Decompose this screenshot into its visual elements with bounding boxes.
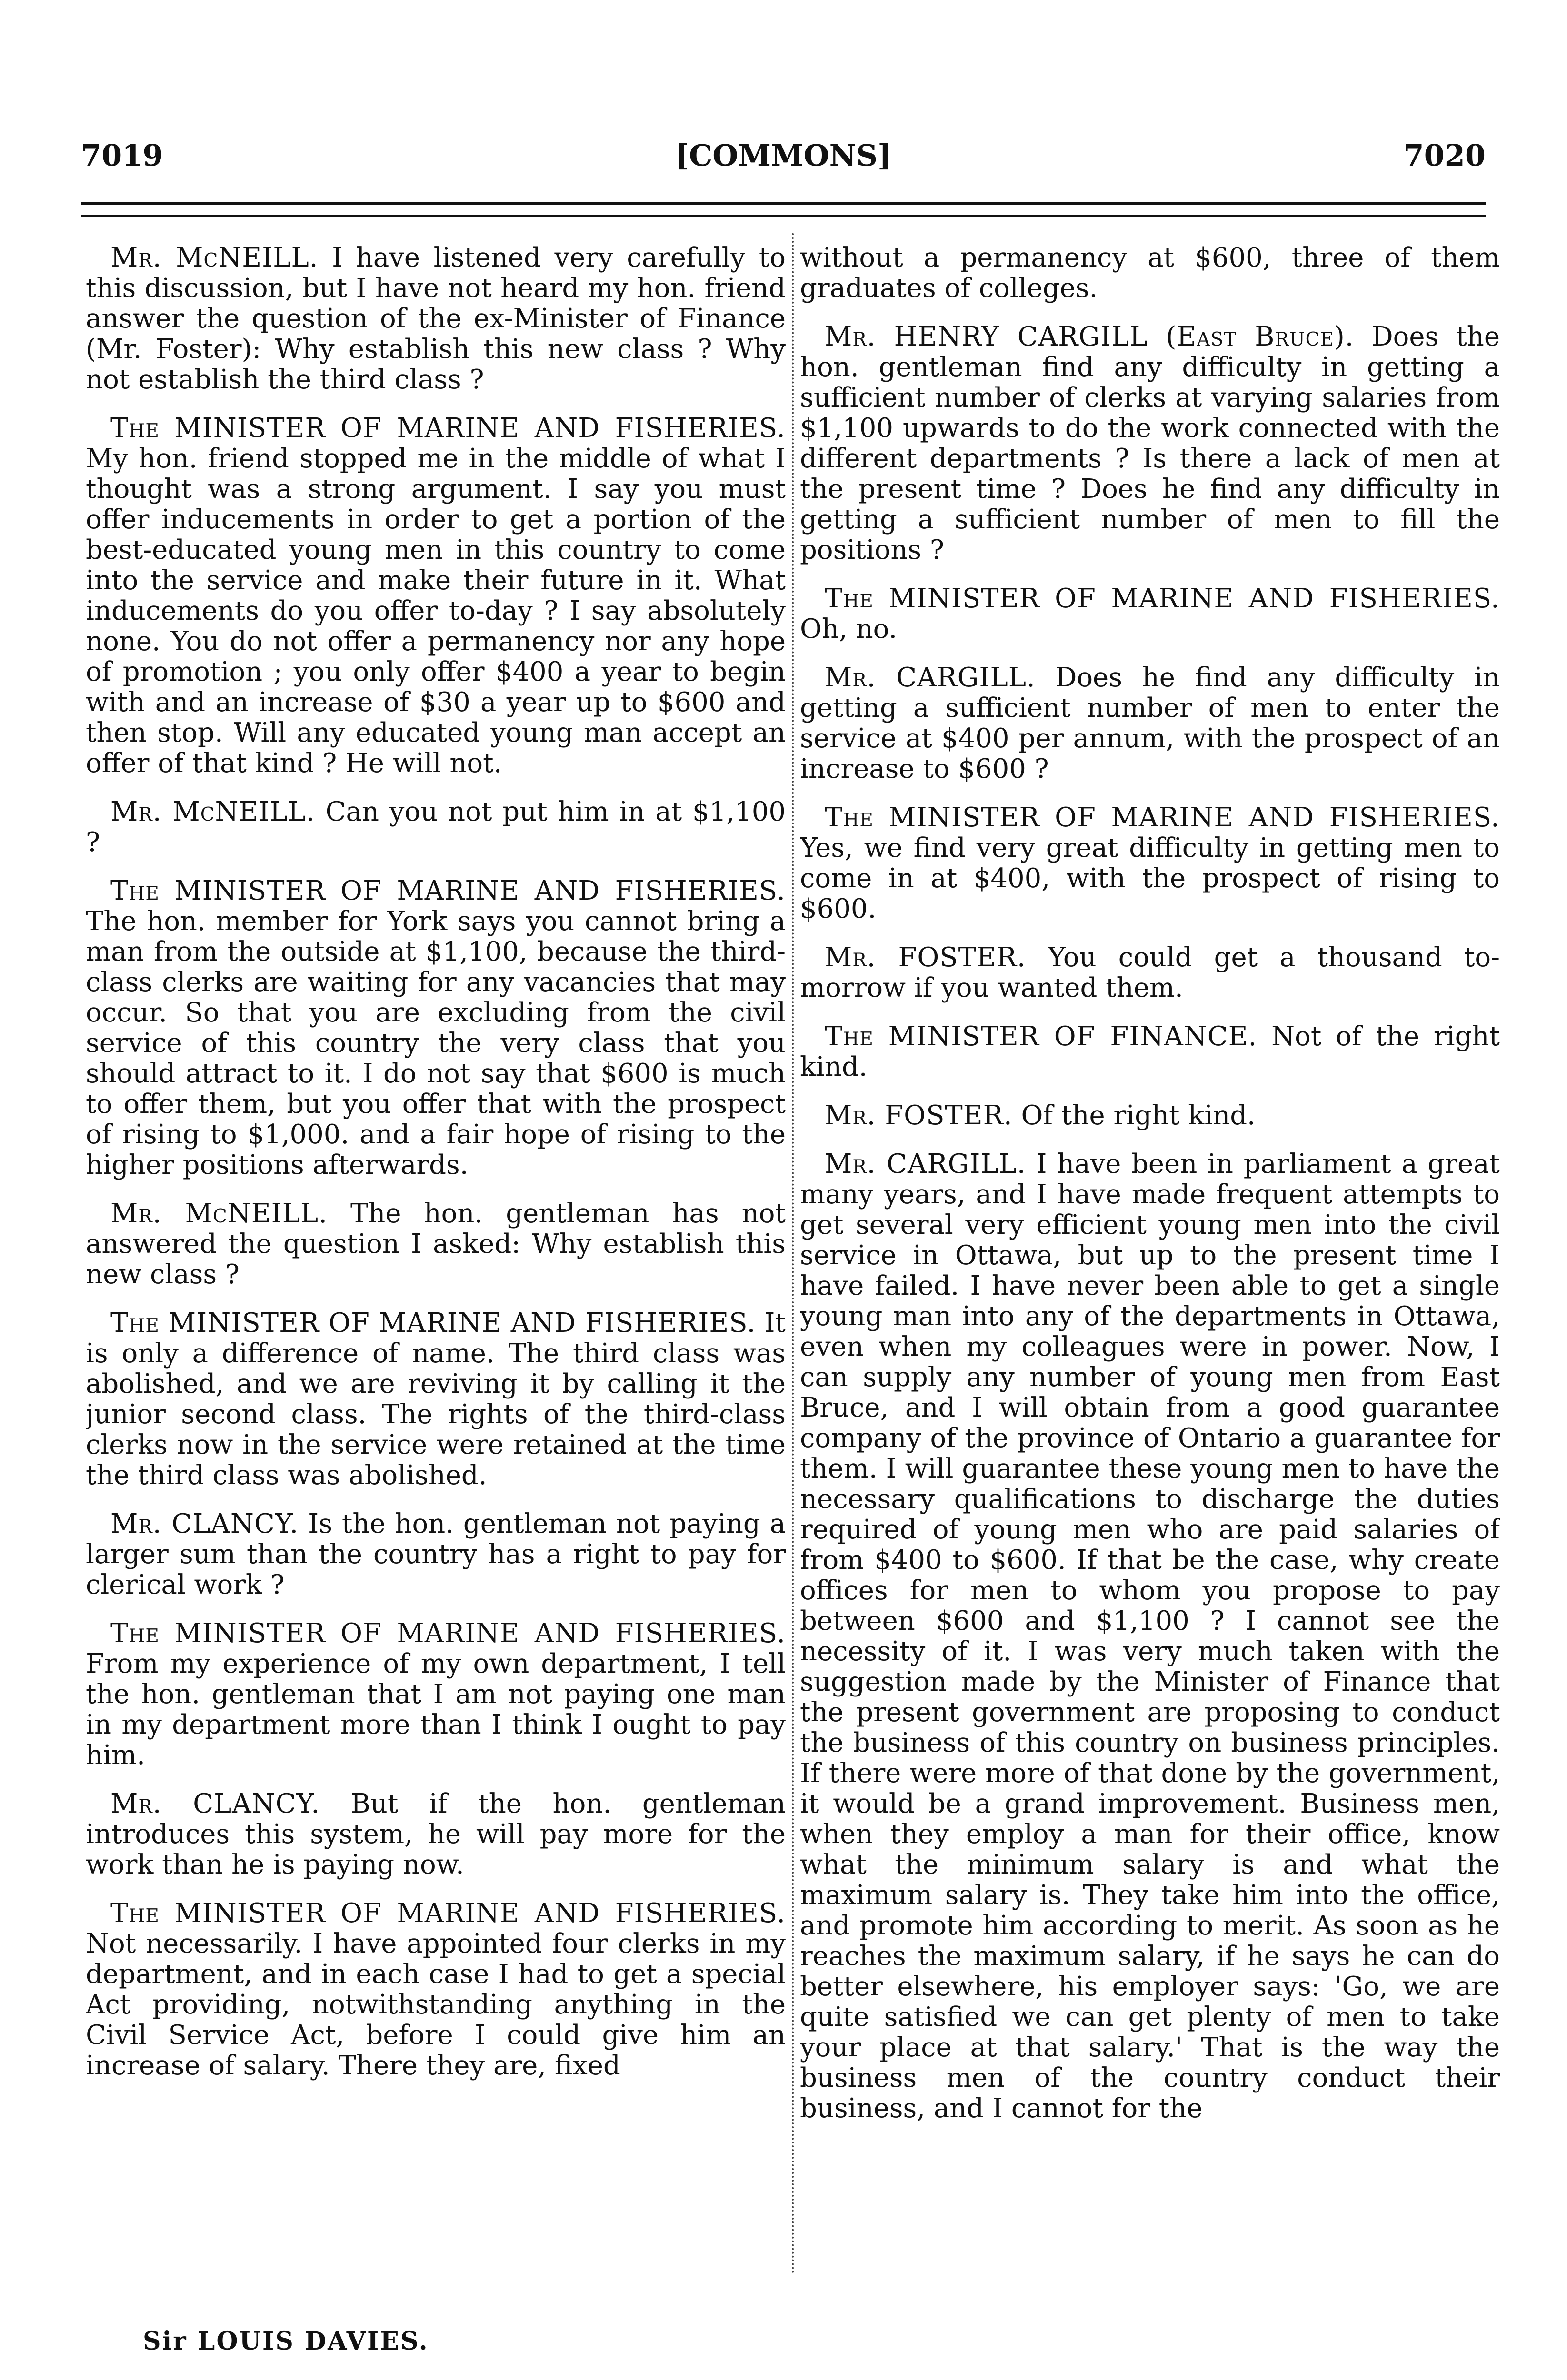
speech-text: The hon. member for York says you cannot bring a man from the outside at $1,100, because the third-class clerks are waiting for any vacancies that may occur. So that you are excluding from the civil service of this country the very class that you should attract to it. I do not say that $600 is much to offer them, but you offer that with the prospect of rising to $1,000. and a fair hope of rising to the higher positions afterwards. [86, 906, 786, 1180]
page-number-left: 7019 [81, 138, 163, 173]
speech-paragraph [800, 1149, 1500, 2124]
speech-paragraph [86, 876, 786, 1180]
speech-paragraph [800, 663, 1500, 784]
speaker-name: The MINISTER OF MARINE AND FISHERIES. [110, 1898, 786, 1929]
speech-text: Does he find any difficulty in getting a sufficient number of men to enter the service at $400 per annum, with the prospect of an increase to $600 ? [800, 662, 1500, 784]
header-rule-thick [81, 202, 1486, 205]
speech-text: My hon. friend stopped me in the middle of what I thought was a strong argument. I say you must offer inducements in order to get a portion of the best-educated young men in this country to come into the service and make their future in it. What inducements do you offer to-day ? I say absolutely none. You do not offer a permanency nor any hope of promotion ; you only offer $400 a year to begin with and an increase of $30 a year up to $600 and then stop. Will any educated young man accept an offer of that kind ? He will not. [86, 443, 786, 779]
speech-paragraph [800, 1101, 1500, 1131]
speech-paragraph [86, 1199, 786, 1290]
speech-text: Yes, we find very great difficulty in getting men to come in at $400, with the prospect of rising to $600. [800, 833, 1500, 924]
right-column [800, 243, 1500, 2290]
speech-paragraph [800, 322, 1500, 565]
speech-paragraph [800, 1021, 1500, 1082]
speech-text: It is only a difference of name. The third class was abolished, and we are reviving it by calling it the junior second class. The rights of the third-class clerks now in the service were retained at the time the third class was abolished. [86, 1308, 786, 1491]
speech-text: Not necessarily. I have appointed four clerks in my department, and in each case I had to get a special Act providing, notwithstanding anything in the Civil Service Act, before I could give him an increase of salary. There they are, fixed [86, 1928, 786, 2081]
page-footer-speaker: Sir LOUIS DAVIES. [143, 2327, 429, 2356]
page-header [81, 138, 1486, 181]
speech-paragraph [800, 942, 1500, 1003]
column-divider [792, 233, 794, 2275]
speech-text: The hon. gentleman has not answered the question I asked: Why establish this new class ? [86, 1198, 786, 1290]
speaker-name: The MINISTER OF MARINE AND FISHERIES. [825, 802, 1500, 833]
speaker-name: Mr. McNEILL. [110, 243, 319, 273]
speech-text: I have listened very carefully to this discussion, but I have not heard my hon. friend answer the question of the ex-Minister of Finance (Mr. Foster): Why establish this new class ? Why not establish the third class ? [86, 243, 786, 395]
speech-paragraph [86, 1898, 786, 2081]
speech-paragraph [86, 1308, 786, 1491]
speech-paragraph [86, 413, 786, 779]
speech-text: Is the hon. gentleman not paying a larger sum than the country has a right to pay for clerical work ? [86, 1508, 786, 1600]
header-rule-thin [81, 215, 1486, 217]
speech-text: Of the right kind. [1021, 1100, 1256, 1131]
speech-paragraph [86, 797, 786, 858]
speaker-name: The MINISTER OF FINANCE. [825, 1021, 1258, 1052]
speech-text: Can you not put him in at $1,100 ? [86, 796, 786, 858]
speaker-name: The MINISTER OF MARINE AND FISHERIES. [110, 875, 786, 906]
speaker-name: The MINISTER OF MARINE AND FISHERIES. [110, 1618, 786, 1649]
speaker-name: Mr. CARGILL. [825, 662, 1036, 693]
speech-paragraph [800, 584, 1500, 645]
speech-paragraph [800, 803, 1500, 924]
speaker-name: Mr. McNEILL. [110, 796, 315, 827]
speaker-name: Mr. CARGILL. [825, 1149, 1026, 1180]
speaker-name: Mr. McNEILL. [110, 1198, 328, 1229]
left-column [86, 243, 786, 2290]
speech-paragraph [86, 243, 786, 395]
speaker-name: The MINISTER OF MARINE AND FISHERIES. [110, 1308, 756, 1339]
page-number-right: 7020 [1403, 138, 1486, 173]
speech-paragraph [86, 1618, 786, 1771]
speech-text: Not of the right kind. [800, 1021, 1500, 1082]
speaker-name: The MINISTER OF MARINE AND FISHERIES. [110, 413, 786, 444]
speaker-name: The MINISTER OF MARINE AND FISHERIES. [825, 583, 1500, 614]
speaker-name: Mr. CLANCY. [110, 1788, 320, 1819]
speaker-name: Mr. FOSTER. [825, 942, 1026, 973]
section-title: [COMMONS] [675, 138, 892, 173]
speech-text: Does the hon. gentleman find any difficulty in getting a sufficient number of clerks at varying salaries from $1,100 upwards to do the work connected with the different departments ? Is there a lack of men at the present time ? Does he find any difficulty in getting a sufficient number of men to fill the positions ? [800, 321, 1500, 565]
speech-text: I have been in parliament a great many years, and I have made frequent attempts to get several very efficient young men into the civil service in Ottawa, but up to the present time I have failed. I have never been able to get a single young man into any of the departments in Ottawa, even when my colleagues were in power. Now, I can supply any number of young men from East Bruce, and I will obtain from a good guarantee company of the province of Ontario a guarantee for them. I will guarantee these young men to have the necessary qualifications to discharge the duties required of young men who are paid salaries of from $400 to $600. If that be the case, why create offices for men to whom you propose to pay between $600 and $1,100 ? I cannot see the necessity of it. I was very much taken with the suggestion made by the Minister of Finance that the present government are proposing to conduct the business of this country on business principles. If there were more of that done by the government, it would be a grand improvement. Business men, when they employ a man for their office, know what the minimum salary is and what the maximum salary is. They take him into the office, and promote him according to merit. As soon as he reaches the maximum salary, if he says he can do better elsewhere, his employer says: 'Go, we are quite satisfied we can get plenty of men to take your place at that salary.' That is the way the business men of the country conduct their business, and I cannot for the [800, 1149, 1500, 2124]
speech-paragraph [86, 1509, 786, 1600]
speech-text: But if the hon. gentleman introduces this system, he will pay more for the work than he is paying now. [86, 1788, 786, 1880]
speech-continuation [800, 243, 1500, 304]
speech-text: without a permanency at $600, three of them graduates of colleges. [800, 243, 1500, 304]
speech-text: From my experience of my own department, I tell the hon. gentleman that I am not paying one man in my department more than I think I ought to pay him. [86, 1648, 786, 1771]
speaker-name: Mr. HENRY CARGILL (East Bruce). [825, 321, 1354, 352]
speech-text: Oh, no. [800, 614, 898, 645]
speaker-name: Mr. CLANCY. [110, 1508, 299, 1539]
speech-text: You could get a thousand to-morrow if you wanted them. [800, 942, 1500, 1003]
speaker-name: Mr. FOSTER. [825, 1100, 1013, 1131]
speech-paragraph [86, 1789, 786, 1880]
